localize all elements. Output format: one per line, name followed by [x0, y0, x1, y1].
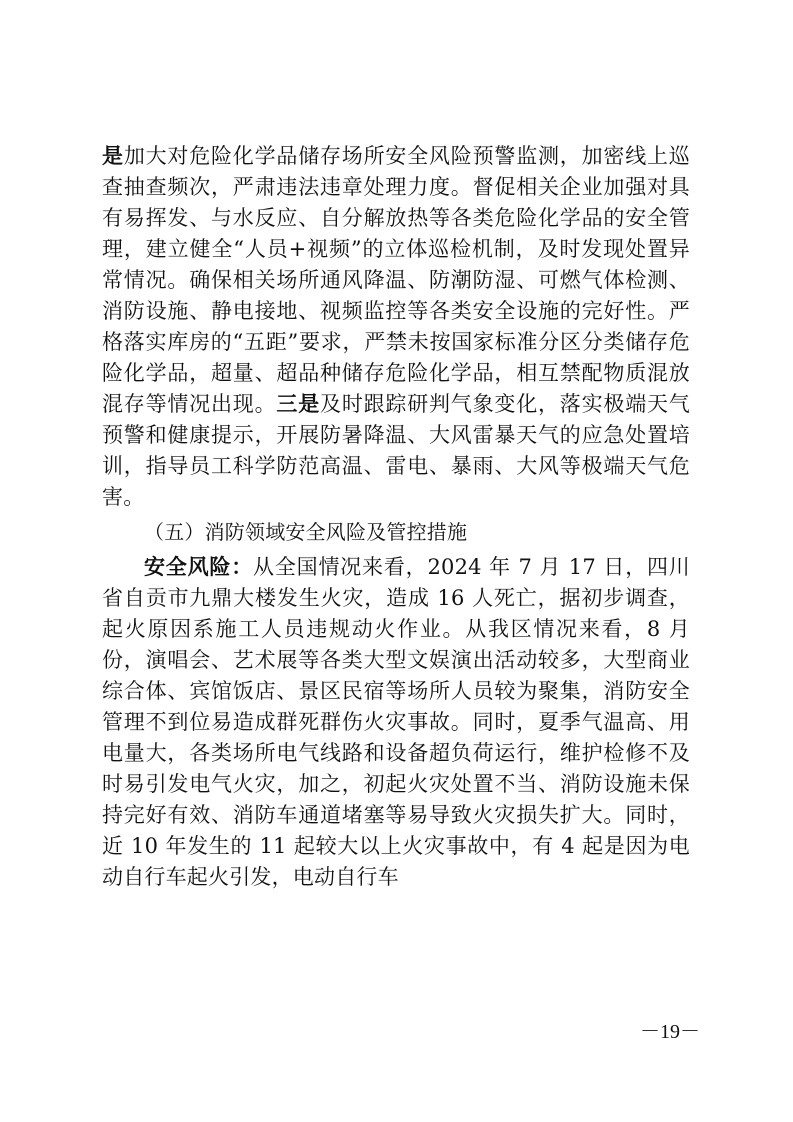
- paragraph-measures-continued: [102, 141, 690, 513]
- section-heading-fire-safety: （五）消防领域安全风险及管控措施: [144, 520, 468, 544]
- risk-label: 安全风险：: [144, 555, 254, 579]
- measures-text-part-a: 加大对危险化学品储存场所安全风险预警监测，加密线上巡查抽查频次，严肃违法违章处理力度。督促相关企业加强对具有易挥发、与水反应、自分解放热等各类危险化学品的安全管理，建立健全“人员+视频”的立体巡检机制，及时发现处置异常情况。确保相关场所通风降温、防潮防湿、可燃气体检测、消防设施、静电接地、视频监控等各类安全设施的完好性。严格落实库房的“五距”要求，严禁未按国家标准分区分类储存危险化学品，超量、超品种储存危险化学品，相互禁配物质混放混存等情况出现。: [102, 144, 691, 416]
- document-body: [102, 141, 690, 893]
- lead-marker-second: 是: [102, 144, 124, 168]
- page-number: －19－: [640, 1021, 700, 1043]
- lead-marker-third: 三是: [276, 392, 321, 416]
- risk-text: 从全国情况来看，2024 年 7 月 17 日，四川省自贡市九鼎大楼发生火灾，造成 16 人死亡，据初步调查，起火原因系施工人员违规动火作业。从我区情况来看，8 月份，演唱会、艺术展等各类大型文娱演出活动较多，大型商业综合体、宾馆饭店、景区民宿等场所人员较为聚集，消防安全管理不到位易造成群死群伤火灾事故。同时，夏季气温高、用电量大，各类场所电气线路和设备超负荷运行，维护检修不及时易引发电气火灾，加之，初起火灾处置不当、消防设施未保持完好有效、消防车通道堵塞等易导致火灾损失扩大。同时，近 10 年发生的 11 起较大以上火灾事故中，有 4 起是因为电动自行车起火引发，电动自行车: [102, 555, 691, 889]
- measures-text-part-b: 及时跟踪研判气象变化，落实极端天气预警和健康提示，开展防暑降温、大风雷暴天气的应急处置培训，指导员工科学防范高温、雷电、暴雨、大风等极端天气危害。: [102, 392, 691, 509]
- paragraph-fire-risk: [102, 552, 690, 893]
